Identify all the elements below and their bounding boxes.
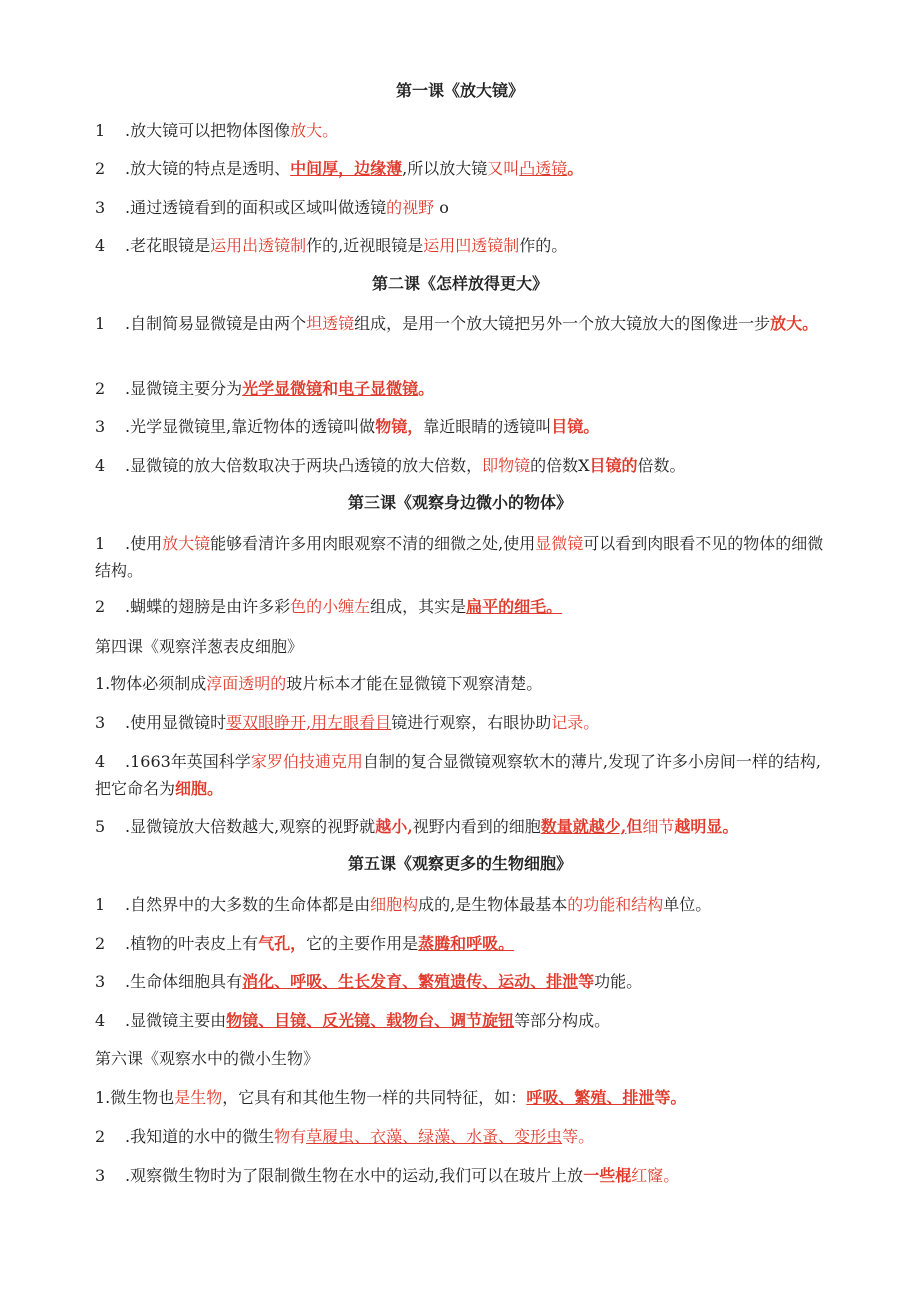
highlight-text: 但 — [626, 817, 643, 836]
item-text: 能够看清许多用肉眼观察不清的细微之处,使用 — [210, 534, 536, 553]
lesson1-title: 第一课《放大镜》 — [395, 81, 524, 100]
item-text: .通过透镜看到的面积或区域叫做透镜 — [125, 198, 387, 217]
item-text: .显微镜主要由 — [125, 1011, 227, 1030]
lesson5-title: 第五课《观察更多的生物细胞》 — [347, 854, 572, 873]
item-text: .我知道的水中的微生 — [125, 1127, 275, 1146]
lesson2-title: 第二课《怎样放得更大》 — [371, 274, 548, 293]
item-text: .显微镜的放大倍数取决于两块凸透镜的放大倍数， — [125, 456, 483, 475]
highlight-text: 淳面透明的 — [206, 674, 287, 693]
item-text: .观察微生物时为了限制微生物在水中的运动,我们可以在玻片上放 — [125, 1166, 584, 1185]
highlight-text: 消化、呼吸、生长发育、繁殖遗传、运动、排泄 — [242, 972, 579, 991]
item-text: .放大镜的特点是透明、 — [125, 159, 291, 178]
highlight-text: 等 — [578, 972, 595, 991]
lesson2-item-3 — [95, 413, 829, 440]
highlight-text: 越明显。 — [674, 817, 739, 836]
item-text: 组成，是用一个放大镜把另外一个放大镜放大的图像进一步 — [354, 314, 771, 333]
lesson4-item-3 — [95, 709, 829, 736]
highlight-text: 家罗伯技逋克用 — [250, 752, 363, 771]
item-text: .光学显微镜里,靠近物体的透镜叫做 — [125, 417, 376, 436]
item-text: .使用 — [125, 534, 163, 553]
item-text: 镜进行观察，右眼协助 — [391, 713, 552, 732]
item-text: 单位。 — [663, 895, 712, 914]
item-text: .1663年英国科学 — [125, 752, 251, 771]
item-number: 4 — [95, 236, 106, 255]
item-text: .使用显微镜时 — [125, 713, 227, 732]
lesson4-title: 第四课《观察洋葱表皮细胞》 — [95, 637, 304, 656]
highlight-text: 物有 — [274, 1127, 307, 1146]
highlight-text: 气孔， — [258, 934, 307, 953]
item-text: ，它具有和其他生物一样的共同特征，如： — [222, 1088, 527, 1107]
highlight-text: 坦透镜 — [306, 314, 355, 333]
item-text: 它的主要作用是 — [306, 934, 419, 953]
item-text: o — [434, 198, 449, 217]
item-number: 4 — [95, 456, 106, 475]
item-number: 3 — [95, 417, 106, 436]
item-number: 2 — [95, 934, 106, 953]
item-number: 1 — [95, 895, 106, 914]
item-text: 作的。 — [519, 236, 568, 255]
highlight-text: 草履虫、衣藻、绿藻、水蚤、变形虫 — [306, 1127, 563, 1146]
item-number: 3 — [95, 972, 106, 991]
highlight-text: 电子显微镜 — [338, 379, 419, 398]
highlight-text: 的视野 — [386, 198, 435, 217]
lesson3-item-2 — [95, 593, 829, 620]
lesson1-item-1 — [95, 117, 829, 144]
highlight-text: 扁平的细毛。 — [466, 597, 563, 616]
item-text: 功能。 — [594, 972, 643, 991]
item-number: 5 — [95, 817, 106, 836]
highlight-text: 呼吸、繁殖、排泄 — [526, 1088, 655, 1107]
lesson1-item-4 — [95, 232, 829, 259]
highlight-text: 光学显微镜 — [242, 379, 323, 398]
item-text: 可以看到肉眼看不见的物体的细微结构。 — [95, 534, 824, 580]
highlight-text: 目镜。 — [551, 417, 600, 436]
highlight-text: 一些 — [583, 1166, 616, 1185]
highlight-text: 记录。 — [551, 713, 600, 732]
highlight-text: 凸透镜 — [519, 159, 568, 178]
lesson6-item-3 — [95, 1162, 829, 1189]
item-number: 2 — [95, 597, 106, 616]
item-number: 2 — [95, 379, 106, 398]
lesson3-title: 第三课《观察身边微小的物体》 — [347, 493, 572, 512]
item-text: 等部分构成。 — [514, 1011, 611, 1030]
lesson6-item-2 — [95, 1123, 829, 1150]
item-text: .自然界中的大多数的生命体都是由 — [125, 895, 371, 914]
item-text: .显微镜主要分为 — [125, 379, 243, 398]
item-number: 1. — [95, 674, 111, 693]
item-text: 的倍数X — [530, 456, 590, 475]
highlight-text: 放大。 — [770, 314, 819, 333]
item-text: 自制的复合显微镜观察软木的薄片,发现了许多小房间一样的结构,把它命名为 — [95, 752, 822, 798]
item-text: 物体必须制成 — [110, 674, 207, 693]
highlight-text: 细胞。 — [175, 779, 224, 798]
highlight-text: 运用凹透镜制 — [423, 236, 520, 255]
item-number: 3 — [95, 1166, 106, 1185]
lesson5-item-1 — [95, 891, 829, 918]
item-number: 1. — [95, 1088, 111, 1107]
item-number: 2 — [95, 159, 106, 178]
lesson6-title: 第六课《观察水中的微小生物》 — [95, 1049, 320, 1068]
highlight-text: 运用出透镜制 — [210, 236, 307, 255]
highlight-text: 物镜、目镜、反光镜、载物台、调节旋钮 — [226, 1011, 515, 1030]
item-number: 1 — [95, 534, 106, 553]
highlight-text: 红窿。 — [631, 1166, 680, 1185]
highlight-text: 的功能和结构 — [567, 895, 664, 914]
item-number: 4 — [95, 752, 106, 771]
highlight-text: 棍 — [615, 1166, 632, 1185]
lesson2-item-1 — [95, 310, 829, 337]
lesson1-item-2 — [95, 155, 829, 182]
highlight-text: 蒸腾和呼吸。 — [418, 934, 515, 953]
lesson3-item-1 — [95, 530, 829, 584]
lesson5-item-2 — [95, 930, 829, 957]
item-text: 视野内看到的细胞 — [412, 817, 541, 836]
item-text: .蝴蝶的翅膀是由许多彩 — [125, 597, 291, 616]
highlight-text: 显微镜 — [535, 534, 584, 553]
highlight-text: 色的小缠左 — [290, 597, 371, 616]
highlight-text: 数量就越少, — [540, 817, 627, 836]
highlight-text: 放大镜 — [162, 534, 211, 553]
highlight-text: 即物镜 — [482, 456, 531, 475]
item-text: .生命体细胞具有 — [125, 972, 243, 991]
lesson5-item-4 — [95, 1007, 829, 1034]
item-text: ,所以放大镜 — [402, 159, 488, 178]
item-number: 3 — [95, 713, 106, 732]
highlight-text: 。 — [567, 159, 584, 178]
highlight-text: 和 — [322, 379, 339, 398]
item-number: 3 — [95, 198, 106, 217]
item-text: .放大镜可以把物体图像 — [125, 121, 291, 140]
item-number: 1 — [95, 121, 106, 140]
highlight-text: 等。 — [562, 1127, 595, 1146]
lesson2-item-4 — [95, 452, 829, 479]
item-text: .老花眼镜是 — [125, 236, 211, 255]
lesson2-item-2 — [95, 375, 829, 402]
item-text: 靠近眼睛的透镜叫 — [423, 417, 552, 436]
highlight-text: 细胞构 — [370, 895, 419, 914]
lesson5-item-3 — [95, 968, 829, 995]
lesson4-item-5 — [95, 813, 829, 840]
highlight-text: 要双眼睁开,用左眼看目 — [226, 713, 392, 732]
highlight-text: 等。 — [654, 1088, 687, 1107]
highlight-text: 越小, — [375, 817, 413, 836]
highlight-text: 细节 — [642, 817, 675, 836]
highlight-text: 放大。 — [290, 121, 339, 140]
item-number: 2 — [95, 1127, 106, 1146]
highlight-text: 是生物 — [174, 1088, 223, 1107]
lesson6-item-1 — [95, 1084, 829, 1111]
item-text: .显微镜放大倍数越大,观察的视野就 — [125, 817, 376, 836]
item-text: 微生物也 — [110, 1088, 175, 1107]
item-text: .植物的叶表皮上有 — [125, 934, 259, 953]
item-number: 4 — [95, 1011, 106, 1030]
item-text: 成的,是生物体最基本 — [418, 895, 568, 914]
highlight-text: 目镜的 — [589, 456, 638, 475]
lesson1-item-3 — [95, 194, 829, 221]
lesson4-item-1 — [95, 670, 829, 697]
item-text: 玻片标本才能在显微镜下观察清楚。 — [286, 674, 543, 693]
highlight-text: 又叫 — [487, 159, 520, 178]
lesson4-item-4 — [95, 748, 829, 802]
highlight-text: 。 — [418, 379, 435, 398]
highlight-text: 物镜， — [375, 417, 424, 436]
item-text: 作的,近视眼镜是 — [306, 236, 424, 255]
item-text: .自制简易显微镜是由两个 — [125, 314, 307, 333]
item-text: 倍数。 — [637, 456, 686, 475]
highlight-text: 中间厚，边缘薄 — [290, 159, 403, 178]
item-text: 组成，其实是 — [370, 597, 467, 616]
item-number: 1 — [95, 314, 106, 333]
